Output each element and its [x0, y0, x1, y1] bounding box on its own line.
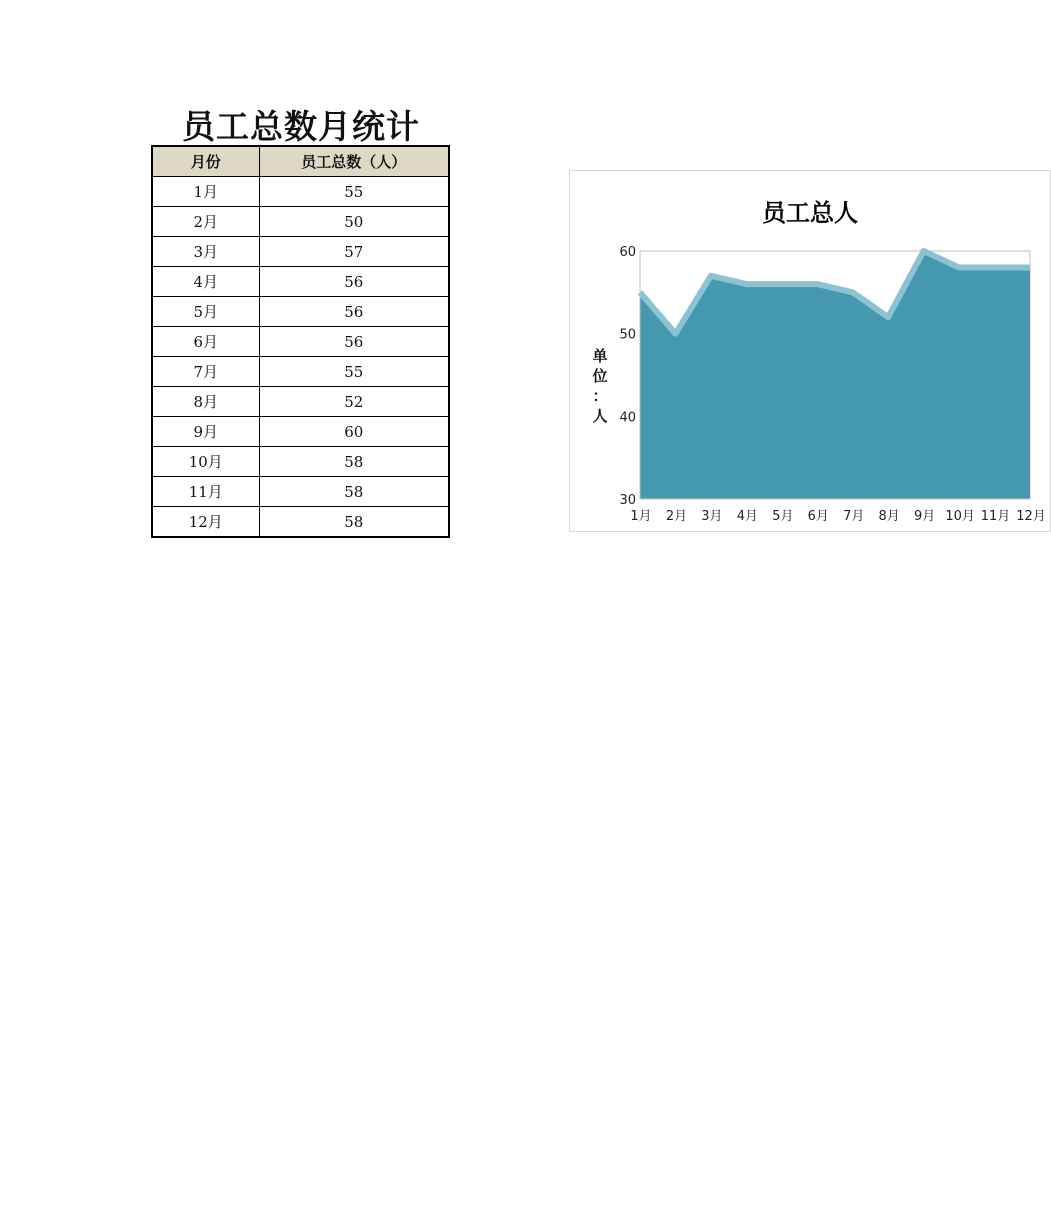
cell-total[interactable]: 58: [259, 447, 449, 477]
sheet-title: 员工总数月统计: [182, 107, 420, 146]
y-tick-label: 60: [619, 245, 636, 260]
x-tick-label: 5月: [772, 509, 794, 524]
cell-month[interactable]: 2月: [152, 207, 259, 237]
cell-total[interactable]: 58: [259, 507, 449, 538]
table-row: [152, 207, 449, 237]
x-tick-label: 9月: [913, 509, 936, 524]
cell-month[interactable]: 9月: [152, 417, 259, 447]
cell-total[interactable]: 58: [259, 477, 449, 507]
x-tick-label: 10月: [945, 509, 975, 524]
cell-total[interactable]: 56: [259, 327, 449, 357]
header-month[interactable]: 月份: [152, 146, 259, 177]
chart-svg: [570, 171, 1050, 531]
data-table: [151, 145, 450, 538]
cell-month[interactable]: 10月: [152, 447, 259, 477]
cell-month[interactable]: 8月: [152, 387, 259, 417]
chart-title: 员工总人: [762, 199, 858, 227]
table-row: [152, 447, 449, 477]
cell-month[interactable]: 11月: [152, 477, 259, 507]
x-tick-label: 1月: [630, 509, 652, 524]
x-tick-label: 12月: [1016, 509, 1046, 524]
cell-total[interactable]: 60: [259, 417, 449, 447]
table-row: [152, 237, 449, 267]
x-tick-label: 11月: [980, 509, 1011, 524]
x-tick-label: 4月: [736, 509, 759, 524]
x-tick-label: 7月: [843, 509, 865, 524]
x-tick-label: 3月: [701, 509, 723, 524]
x-tick-label: 2月: [665, 509, 688, 524]
table-row: [152, 177, 449, 207]
table-row: [152, 507, 449, 538]
cell-total[interactable]: 50: [259, 207, 449, 237]
y-tick-label: 50: [619, 327, 636, 343]
cell-month[interactable]: 1月: [152, 177, 259, 207]
table-row: [152, 327, 449, 357]
table-row: [152, 477, 449, 507]
table-row: [152, 357, 449, 387]
table-row: [152, 267, 449, 297]
area-chart[interactable]: [569, 170, 1051, 532]
y-tick-label: 40: [619, 410, 636, 426]
cell-month[interactable]: 4月: [152, 267, 259, 297]
x-tick-label: 6月: [807, 509, 829, 524]
y-axis-label: 单位：人: [592, 347, 608, 425]
cell-total[interactable]: 57: [259, 237, 449, 267]
cell-month[interactable]: 7月: [152, 357, 259, 387]
x-tick-label: 8月: [878, 509, 900, 524]
table-row: [152, 387, 449, 417]
header-total[interactable]: 员工总数（人）: [259, 146, 449, 177]
cell-total[interactable]: 56: [259, 267, 449, 297]
table-row: [152, 417, 449, 447]
chart-viewport: [569, 170, 1046, 532]
cell-month[interactable]: 12月: [152, 507, 259, 538]
cell-month[interactable]: 3月: [152, 237, 259, 267]
cell-total[interactable]: 55: [259, 357, 449, 387]
cell-month[interactable]: 5月: [152, 297, 259, 327]
cell-total[interactable]: 56: [259, 297, 449, 327]
table-row: [152, 297, 449, 327]
table-header-row: [152, 146, 449, 177]
cell-total[interactable]: 52: [259, 387, 449, 417]
y-tick-label: 30: [619, 493, 636, 508]
cell-month[interactable]: 6月: [152, 327, 259, 357]
cell-total[interactable]: 55: [259, 177, 449, 207]
